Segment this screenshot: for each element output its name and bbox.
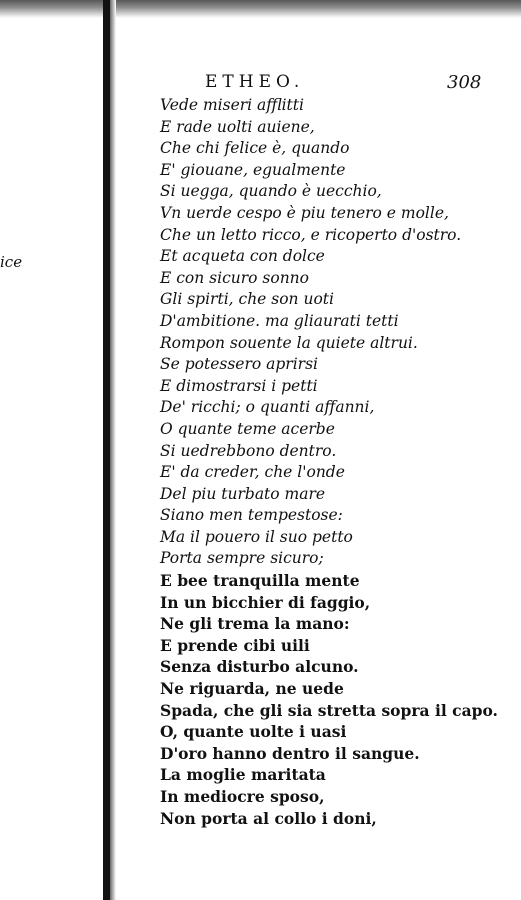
verse-line: Non porta al collo i doni, xyxy=(160,808,377,828)
verse-line: O, quante uolte i uasi xyxy=(160,722,347,742)
verse-line: Porta sempre sicuro; xyxy=(160,549,324,568)
verse-line: E' giouane, egualmente xyxy=(160,160,346,179)
verse-line: E bee tranquilla mente xyxy=(160,571,360,591)
verse-line: Ne riguarda, ne uede xyxy=(160,679,344,699)
verse-line: Et acqueta con dolce xyxy=(160,247,325,266)
verse-line: D'oro hanno dentro il sangue. xyxy=(160,743,420,763)
verse-line: Che chi felice è, quando xyxy=(160,139,350,158)
gutter-shadow xyxy=(110,0,116,900)
verse-line: In un bicchier di faggio, xyxy=(160,592,371,612)
verse-line: Se potessero aprirsi xyxy=(160,355,318,374)
page-top-edge xyxy=(0,0,521,18)
verse-line: Del piu turbato mare xyxy=(160,484,326,503)
verse-line: Vn uerde cespo è piu tenero e molle, xyxy=(160,203,449,222)
verse-line: Senza disturbo alcuno. xyxy=(160,657,359,677)
verse-line: Si uedrebbono dentro. xyxy=(160,441,337,460)
verse-line: Vede miseri afflitti xyxy=(160,96,304,114)
running-head: ETHEO. xyxy=(205,72,305,92)
verse-line: E dimostrarsi i petti xyxy=(160,376,318,395)
verse-line: Spada, che gli sia stretta sopra il capo. xyxy=(160,700,498,720)
verse-line: O quante teme acerbe xyxy=(160,419,335,438)
book-gutter xyxy=(103,0,110,900)
verse-line: Si uegga, quando è uecchio, xyxy=(160,182,382,201)
verse-text xyxy=(160,95,498,829)
verse-line: D'ambitione. ma gliaurati tetti xyxy=(160,311,399,330)
page-number: 308 xyxy=(447,72,482,93)
verse-line: In mediocre sposo, xyxy=(160,787,325,806)
verse-line: Ne gli trema la mano: xyxy=(160,614,350,634)
verse-line: Ma il pouero il suo petto xyxy=(160,527,353,546)
verse-line: E' da creder, che l'onde xyxy=(160,463,345,482)
verse-line: E rade uolti auiene, xyxy=(160,117,315,136)
verse-line: Siano men tempestose: xyxy=(160,506,343,525)
verse-line: E prende cibi uili xyxy=(160,635,310,655)
verse-line: De' ricchi; o quanti affanni, xyxy=(160,398,375,417)
left-page-text-fragment: ice xyxy=(0,253,23,271)
verse-line: La moglie maritata xyxy=(160,765,326,785)
verse-line: Rompon souente la quiete altrui. xyxy=(160,333,418,352)
verse-line: Che un letto ricco, e ricoperto d'ostro. xyxy=(160,225,462,244)
verse-line: E con sicuro sonno xyxy=(160,268,309,287)
verse-line: Gli spirti, che son uoti xyxy=(160,290,334,309)
